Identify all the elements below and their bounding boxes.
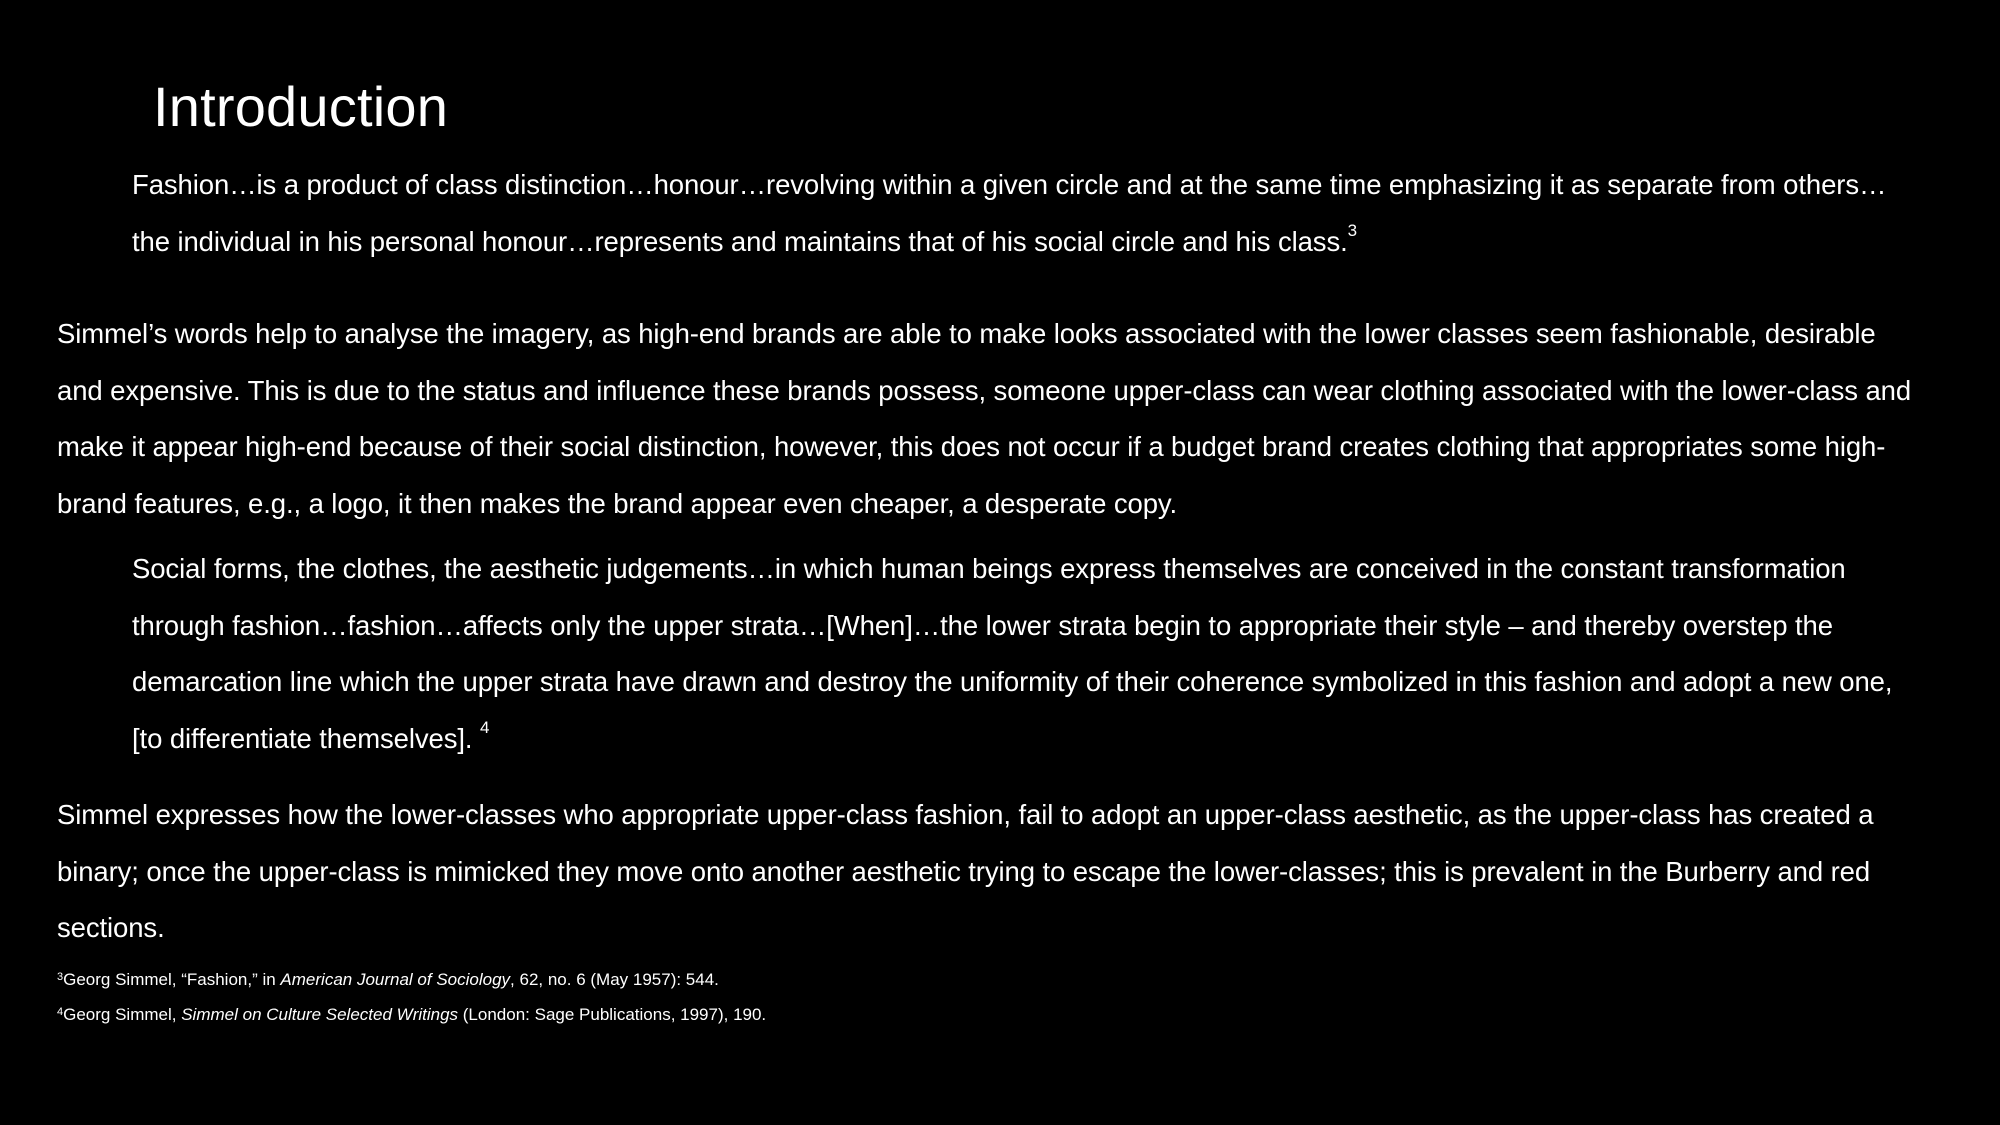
footnote-3 — [57, 969, 719, 991]
footnote-text-before: Georg Simmel, “Fashion,” in — [63, 970, 281, 989]
footnote-ref-3: 3 — [1347, 221, 1357, 241]
footnote-number: 4 — [57, 1006, 64, 1019]
block-quote-1-text: Fashion…is a product of class distinction…honour…revolving within a given circle and at the same time emphasizing it as separate from others…the individual in his personal honour…represents and maintains that of his social circle and his class. — [132, 169, 1887, 257]
footnote-book-title: Simmel on Culture Selected Writings — [181, 1005, 459, 1024]
body-paragraph-1: Simmel’s words help to analyse the imagery, as high-end brands are able to make looks associated with the lower classes seem fashionable, desirable and expensive. This is due to the status and influence these brands possess, someone upper-class can wear clothing associated with the lower-class and make it appear high-end because of their social distinction, however, this does not occur if a budget brand creates clothing that appropriates some high-brand features, e.g., a logo, it then makes the brand appear even cheaper, a desperate copy. — [57, 318, 1912, 519]
block-quote-2-text: Social forms, the clothes, the aesthetic judgements…in which human beings express themselves are conceived in the constant transformation through fashion…fashion…affects only the upper strata…[When]…the lower strata begin to appropriate their style – and thereby overstep the demarcation line which the upper strata have drawn and destroy the uniformity of their coherence symbolized in this fashion and adopt a new one, [to differentiate themselves]. — [132, 553, 1893, 754]
footnote-journal-title: American Journal of Sociology — [280, 970, 511, 989]
footnote-text-after: , 62, no. 6 (May 1957): 544. — [510, 970, 719, 989]
footnote-text-after: (London: Sage Publications, 1997), 190. — [458, 1005, 767, 1024]
footnote-text-before: Georg Simmel, — [63, 1005, 182, 1024]
slide-title: Introduction — [153, 75, 449, 138]
footnote-number: 3 — [57, 971, 64, 984]
body-paragraph-2: Simmel expresses how the lower-classes who appropriate upper-class fashion, fail to adopt an upper-class aesthetic, as the upper-class has created a binary; once the upper-class is mimicked they move onto another aesthetic trying to escape the lower-classes; this is prevalent in the Burberry and red sections. — [57, 799, 1874, 943]
footnote-4 — [57, 1004, 766, 1026]
block-quote-1 — [132, 157, 1922, 270]
footnote-ref-4: 4 — [479, 718, 490, 738]
block-quote-2 — [132, 541, 1922, 767]
